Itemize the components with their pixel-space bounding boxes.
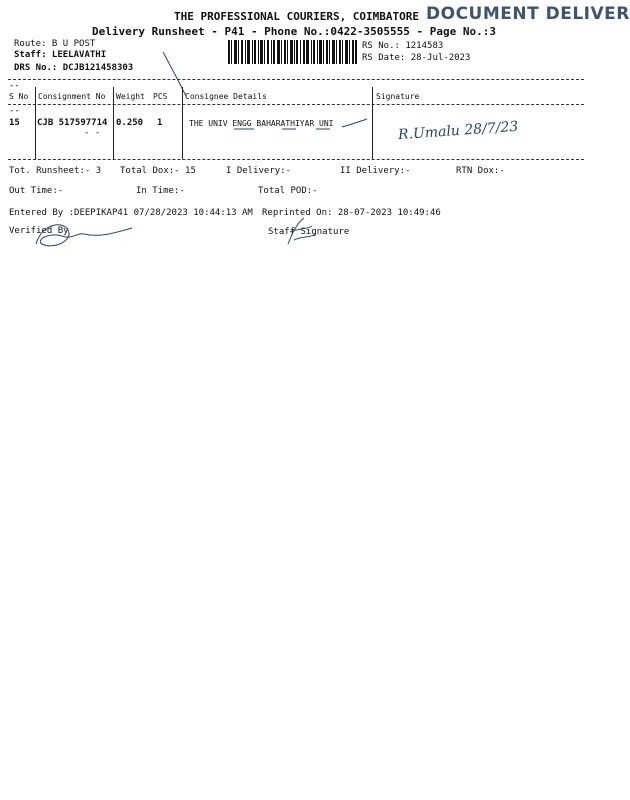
rtn-dox: RTN Dox:- (456, 166, 505, 176)
row-consignment: CJB 517597714 (37, 118, 108, 128)
col-sep-3 (182, 87, 183, 159)
reprinted-on: Reprinted On: 28-07-2023 10:49:46 (262, 208, 441, 218)
entered-by: Entered By :DEEPIKAP41 07/28/2023 10:44:13 AM (9, 208, 253, 218)
stray-marks: - - (84, 128, 101, 138)
rule-marks-2: -- (9, 106, 20, 116)
col-sep-4 (372, 87, 373, 159)
table-header-rule (8, 104, 584, 105)
total-pod: Total POD:- (258, 186, 318, 196)
staff-signature-scribble (282, 214, 322, 248)
row-pcs: 1 (157, 118, 163, 128)
row-consignee: THE UNIV ENGG BAHARATHIYAR UNI (189, 119, 334, 128)
rs-number: RS No.: 1214583 (362, 41, 444, 51)
barcode (228, 40, 358, 64)
route-label: Route: B U POST (14, 39, 96, 49)
receiver-signature: R.Umalu 28/7/23 (397, 118, 519, 144)
rs-date: RS Date: 28-Jul-2023 (362, 53, 471, 63)
company-name: THE PROFESSIONAL COURIERS, COIMBATORE (174, 10, 420, 23)
runsheet-title: Delivery Runsheet - P41 - Phone No.:0422-3505555 - Page No.:3 (92, 25, 496, 38)
header-pcs: PCS (153, 92, 168, 101)
drs-number: DRS No.: DCJB121458303 (14, 63, 134, 73)
i-delivery: I Delivery:- (226, 166, 292, 176)
total-runsheet: Tot. Runsheet:- 3 (9, 166, 102, 176)
header-consignment: Consignment No (38, 92, 106, 101)
col-sep-2 (113, 87, 114, 159)
table-bottom-rule (8, 159, 584, 160)
header-consignee: Consignee Details (185, 92, 267, 101)
consignee-underline-marks (232, 126, 332, 132)
header-weight: Weight (116, 92, 145, 101)
staff-signature-label: Staff Signature (268, 227, 350, 237)
col-sep-1 (35, 87, 36, 159)
header-signature: Signature (376, 92, 420, 101)
rule-marks: -- (9, 81, 20, 91)
in-time: In Time:- (136, 186, 185, 196)
row-sno: 15 (9, 118, 20, 128)
ii-delivery: II Delivery:- (340, 166, 411, 176)
verifier-signature (28, 214, 138, 254)
table-top-rule (8, 79, 584, 80)
consignee-pen-tick (340, 118, 370, 130)
staff-label: Staff: LEELAVATHI (14, 50, 107, 60)
out-time: Out Time:- (9, 186, 64, 196)
header-sno: S No (9, 92, 29, 101)
document-delivered-stamp: DOCUMENT DELIVER (426, 4, 630, 24)
verified-by: Verified By (9, 226, 69, 236)
total-dox: Total Dox:- 15 (120, 166, 196, 176)
row-weight: 0.250 (116, 118, 144, 128)
